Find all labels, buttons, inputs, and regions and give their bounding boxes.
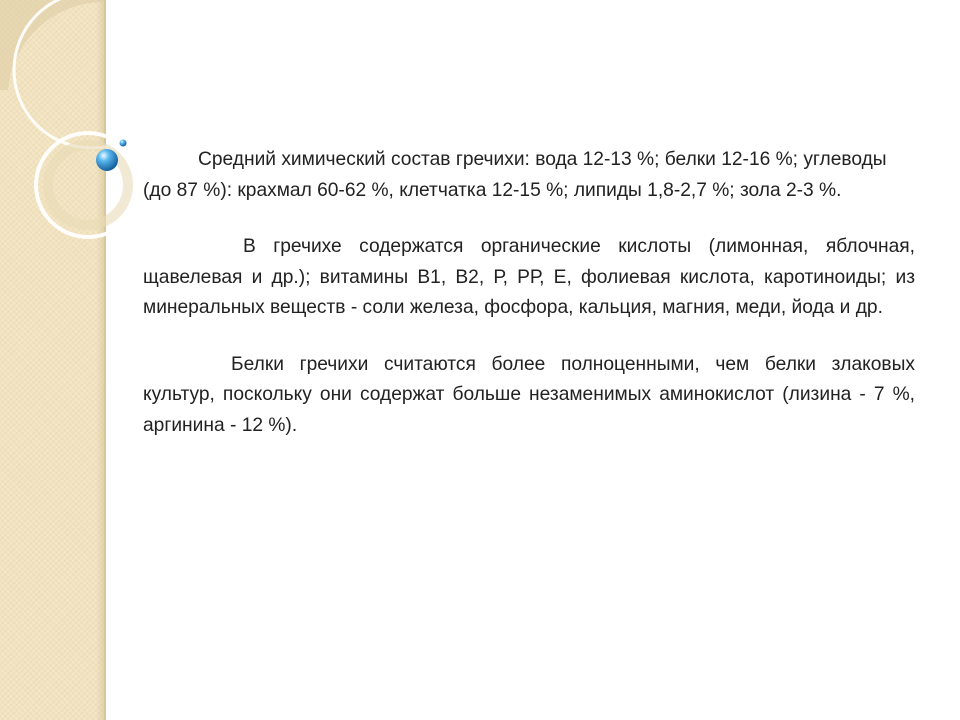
paragraph-acids-vitamins: В гречихе содержатся органические кислоты (лимонная, яблочная, щавелевая и др.); витамины В1, В2, Р, РР, Е, фолиевая кислота, каротиноиды; из минеральных веществ - соли железа, фосфора, кальция, магния, меди, йода и др. (143, 236, 915, 318)
paragraph-proteins: Белки гречихи считаются более полноценными, чем белки злаковых культур, поскольку они содержат больше незаменимых аминокислот (лизина - 7 %, аргинина - 12 %). (143, 353, 915, 436)
blue-sphere-icon (92, 134, 132, 174)
slide-content (143, 145, 915, 467)
paragraph-composition: Средний химический состав гречихи: вода 12-13 %; белки 12-16 %; углеводы (до 87 %): крахмал 60-62 %, клетчатка 12-15 %; липиды 1,8-2,7 %; зола 2-3 %. (143, 149, 887, 201)
